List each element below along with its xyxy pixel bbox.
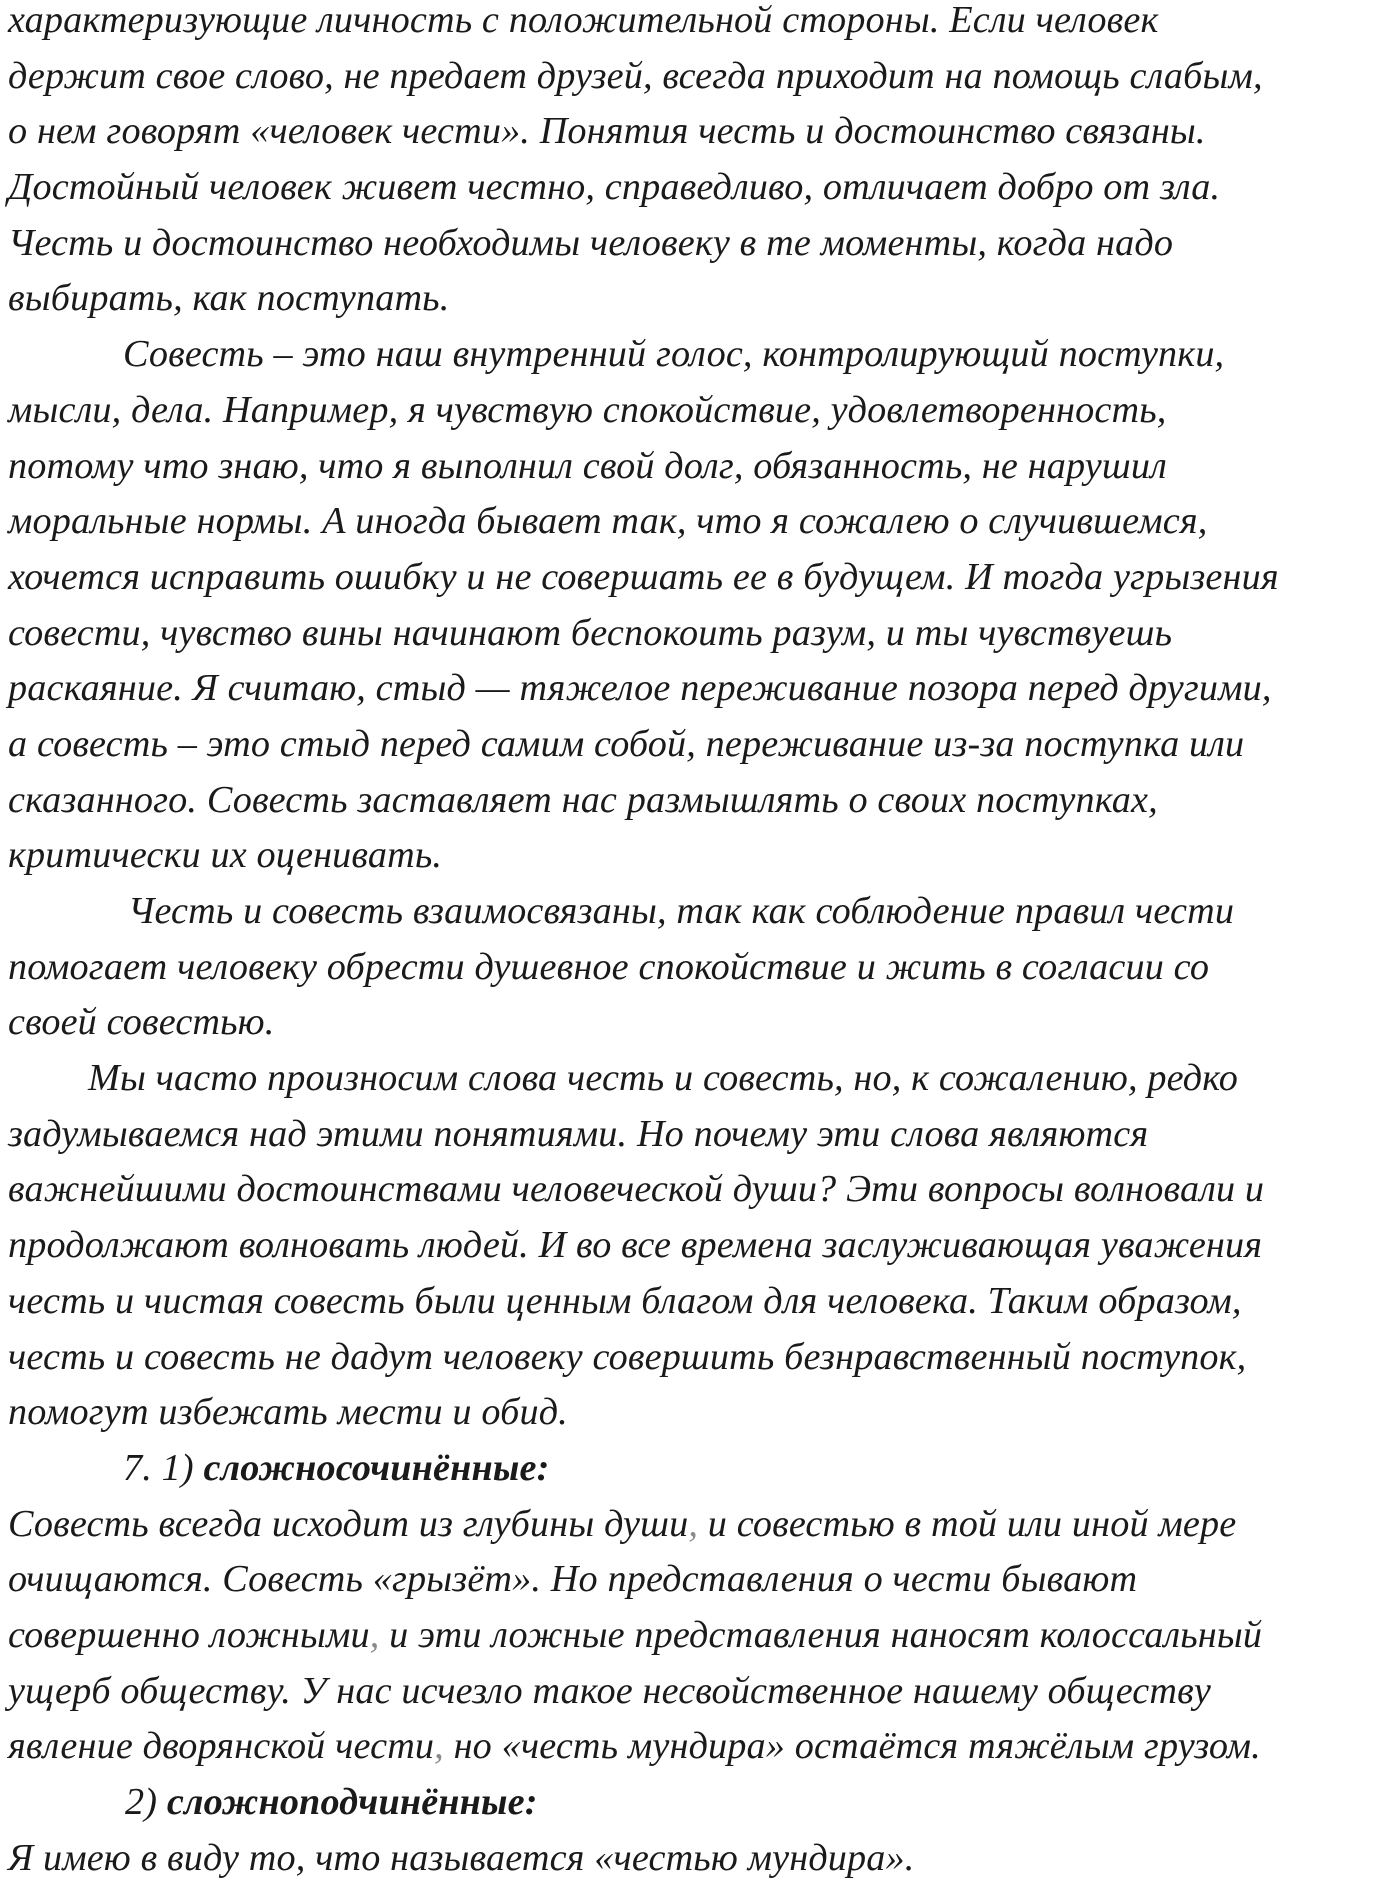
paragraph-relation — [8, 884, 1400, 1051]
text-line — [8, 1719, 1400, 1775]
text-line: Достойный человек живет честно, справедливо, отличает добро от зла. — [8, 166, 1221, 209]
paragraph-conscience — [8, 327, 1400, 884]
text-line: характеризующие личность с положительной стороны. Если человек — [8, 0, 1159, 41]
task-7-compound — [8, 1441, 1400, 1775]
text-line: хочется исправить ошибку и не совершать ее в будущем. И тогда угрызения — [8, 555, 1279, 598]
text-line: потому что знаю, что я выполнил свой долг, обязанность, не нарушил — [8, 444, 1167, 487]
text-line — [8, 1608, 1400, 1664]
text-line — [8, 1497, 1400, 1553]
text-line: Совесть – это наш внутренний голос, контролирующий поступки, — [123, 333, 1225, 376]
text-line: раскаяние. Я считаю, стыд — тяжелое переживание позора перед другими, — [8, 667, 1272, 710]
task-heading — [8, 1441, 1400, 1497]
text-line: ущерб обществу. У нас исчезло такое несвойственное нашему обществу — [8, 1669, 1211, 1712]
sentence-part: совершенно ложными — [8, 1613, 370, 1656]
text-line: задумываемся над этими понятиями. Но почему эти слова являются — [8, 1112, 1149, 1155]
task-heading-label: сложносочинённые: — [203, 1446, 550, 1489]
highlighted-comma: , — [369, 1613, 380, 1656]
text-line: продолжают волновать людей. И во все времена заслуживающая уважения — [8, 1224, 1263, 1267]
highlighted-comma: , — [434, 1725, 444, 1768]
text-line: помогут избежать мести и обид. — [8, 1391, 568, 1434]
task-heading-label: сложноподчинённые: — [166, 1781, 538, 1823]
text-line: совести, чувство вины начинают беспокоить разум, и ты чувствуешь — [8, 611, 1173, 654]
highlighted-comma: , — [688, 1502, 699, 1545]
paragraph-intro — [8, 0, 1400, 327]
task-number: 2) — [125, 1781, 167, 1823]
text-line: помогает человеку обрести душевное спокойствие и жить в согласии со — [8, 945, 1210, 988]
text-line: а совесть – это стыд перед самим собой, переживание из-за поступка или — [8, 722, 1245, 765]
text-line: Мы часто произносим слова честь и совесть, но, к сожалению, редко — [88, 1057, 1239, 1100]
sentence-part: и эти ложные представления наносят колоссальный — [379, 1613, 1263, 1656]
sentence-part: и совестью в той или иной мере — [698, 1502, 1237, 1545]
text-line: Я имею в виду то, что называется «честью мундира». — [8, 1836, 915, 1879]
document-page — [8, 0, 1400, 1886]
text-line: моральные нормы. А иногда бывает так, что я сожалею о случившемся, — [8, 500, 1208, 543]
text-line: мысли, дела. Например, я чувствую спокойствие, удовлетворенность, — [8, 388, 1167, 431]
text-line: честь и совесть не дадут человеку совершить безнравственный поступок, — [8, 1335, 1247, 1378]
task-number: 7. 1) — [123, 1446, 204, 1489]
text-line: сказанного. Совесть заставляет нас размышлять о своих поступках, — [8, 778, 1158, 821]
text-line: своей совестью. — [8, 1001, 275, 1044]
sentence-part: Совесть всегда исходит из глубины души — [8, 1502, 689, 1545]
text-line: честь и чистая совесть были ценным благом для человека. Таким образом, — [8, 1279, 1242, 1322]
text-line: Честь и достоинство необходимы человеку в те моменты, когда надо — [8, 221, 1174, 264]
text-line: Честь и совесть взаимосвязаны, так как соблюдение правил чести — [128, 890, 1235, 932]
sentence-part: но «честь мундира» остаётся тяжёлым грузом. — [443, 1725, 1261, 1768]
text-line: выбирать, как поступать. — [8, 277, 450, 320]
text-line: критически их оценивать. — [8, 834, 443, 877]
text-line: держит свое слово, не предает друзей, всегда приходит на помощь слабым, — [8, 54, 1263, 97]
text-line: очищаются. Совесть «грызёт». Но представления о чести бывают — [8, 1558, 1138, 1601]
task-heading — [8, 1775, 1400, 1831]
text-line: важнейшими достоинствами человеческой души? Эти вопросы волновали и — [8, 1168, 1265, 1211]
text-line: о нем говорят «человек чести». Понятия честь и достоинство связаны. — [8, 110, 1206, 153]
sentence-part: явление дворянской чести — [8, 1725, 435, 1768]
paragraph-conclusion — [8, 1051, 1400, 1441]
task-7-complex — [8, 1775, 1400, 1886]
